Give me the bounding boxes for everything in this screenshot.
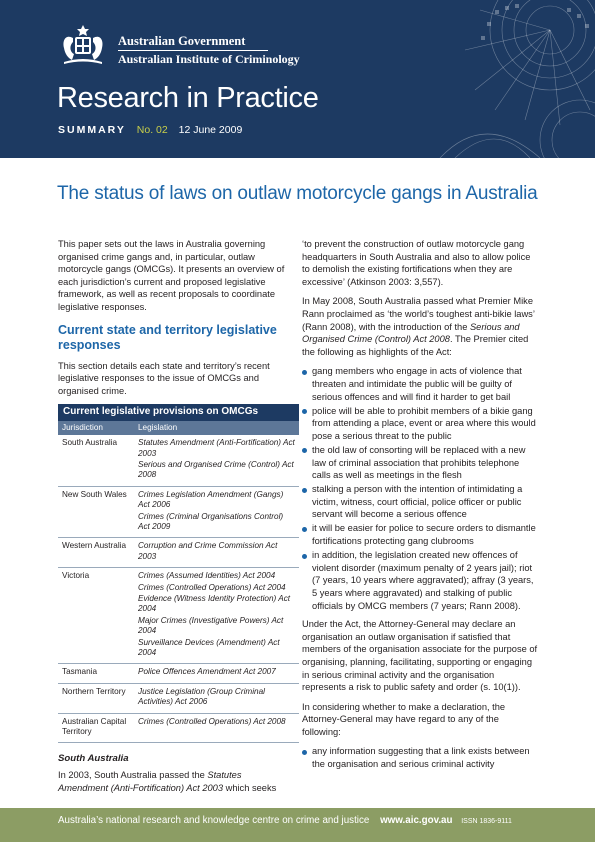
list-item: any information suggesting that a link exists between the organisation and serious criminal activity — [302, 745, 540, 770]
header-divider — [118, 50, 268, 51]
document-title: The status of laws on outlaw motorcycle gangs in Australia — [57, 183, 538, 204]
institute-name: Australian Institute of Criminology — [118, 52, 300, 66]
act-name: Crimes (Criminal Organisations Control) Act 2009 — [138, 511, 284, 531]
quote-paragraph: ‘to prevent the construction of outlaw motorcycle gang headquarters in South Australia and also to allow police to demolish the existing fortifications when they are excessive’ (Atkinson 2003: 3,557). — [302, 239, 531, 287]
column-header-jurisdiction: Jurisdiction — [58, 421, 134, 435]
summary-label: SUMMARY — [58, 124, 126, 136]
government-name: Australian Government — [118, 34, 246, 48]
jurisdiction-cell: South Australia — [58, 435, 134, 486]
act-name: Crimes (Controlled Operations) Act 2008 — [138, 716, 286, 726]
legislation-cell — [134, 486, 299, 538]
summary-line — [58, 124, 242, 136]
act-name: Surveillance Devices (Amendment) Act 2004 — [138, 637, 280, 658]
act-name: Serious and Organised Crime (Control) Act 2008 — [138, 459, 294, 480]
table-row — [58, 664, 299, 683]
issue-number: No. 02 — [136, 124, 168, 136]
legislation-cell — [134, 664, 299, 683]
issue-date: 12 June 2009 — [178, 124, 243, 136]
act-name: Police Offences Amendment Act 2007 — [138, 667, 276, 677]
list-item: gang members who engage in acts of violence that threaten and intimidate the public will be guilty of serious offences and will find it harder to get bail — [302, 365, 540, 403]
table-row — [58, 435, 299, 486]
list-item: stalking a person with the intention of intimidating a victim, witness, court official, police officer or public servant will become a serious offence — [302, 483, 540, 521]
intro-paragraph: This paper sets out the laws in Australia governing organised crime gangs and, in particular, outlaw motorcycle gangs (OMCGs). It presents an overview of each jurisdiction’s current and proposed legislative framework, as well as recent proposals to coordinate legislative responses. — [58, 239, 285, 312]
list-item: in addition, the legislation created new offences of violent disorder (maximum penalty of 2 years jail); riot (7 years, 10 years where aggravated); affray (3 years, 5 years where aggravated) and stalking of public officials by OMCG members (7 years; Rann 2008). — [302, 549, 540, 612]
act-name: Statutes Amendment (Anti-Fortification) Act 2003 — [138, 438, 295, 458]
section-heading: Current state and territory legislative responses — [58, 322, 277, 352]
right-column — [302, 238, 540, 777]
south-australia-paragraph: In 2003, South Australia passed the Statutes Amendment (Anti-Fortification) Act 2003 which seeks — [58, 770, 277, 793]
column-header-legislation: Legislation — [134, 421, 299, 435]
legislation-cell — [134, 683, 299, 713]
jurisdiction-cell: New South Wales — [58, 486, 134, 538]
series-title: Research in Practice — [57, 82, 319, 114]
table-row — [58, 538, 299, 568]
footer-issn: ISSN 1836-9111 — [461, 818, 512, 825]
footer-tagline: Australia’s national research and knowledge centre on crime and justice — [58, 815, 370, 826]
act-name: Crimes Legislation Amendment (Gangs) Act 2006 — [138, 489, 284, 510]
act-name: Justice Legislation (Group Criminal Activities) Act 2006 — [138, 686, 265, 707]
coat-of-arms-icon — [56, 24, 110, 66]
act-name: Crimes (Assumed Identities) Act 2004 — [138, 571, 276, 581]
act-name: Corruption and Crime Commission Act 2003 — [138, 541, 278, 561]
considerations-paragraph: In considering whether to make a declaration, the Attorney-General may have regard to any of the following: — [302, 701, 506, 737]
highlights-list — [302, 365, 540, 612]
legislation-cell — [134, 538, 299, 568]
legislation-cell — [134, 713, 299, 742]
act-name: Evidence (Witness Identity Protection) Act 2004 — [138, 594, 291, 614]
table-row — [58, 486, 299, 538]
header-banner — [0, 0, 595, 158]
table-row — [58, 683, 299, 713]
table-caption: Current legislative provisions on OMCGs — [58, 404, 299, 420]
list-item: the old law of consorting will be replaced with a new law of criminal association that prohibits telephone calls as well as meetings in the flesh — [302, 444, 540, 482]
legislation-cell — [134, 568, 299, 664]
footer-url[interactable]: www.aic.gov.au — [380, 815, 453, 826]
jurisdiction-cell: Tasmania — [58, 664, 134, 683]
rann-paragraph: In May 2008, South Australia passed what Premier Mike Rann proclaimed as ‘the world’s toughest anti-bikie laws’ (Rann 2008), with the introduction of the Serious and Organised Crime (Control) Act 2008. The Premier cited the following as highlights of the Act: — [302, 296, 535, 357]
list-item: it will be easier for police to secure orders to dismantle fortifications protecting gang clubrooms — [302, 522, 540, 547]
legislation-table — [58, 404, 299, 742]
act-name: Major Crimes (Investigative Powers) Act 2004 — [138, 615, 284, 636]
declaration-paragraph: Under the Act, the Attorney-General may declare an organisation an outlaw organisation if satisfied that members of the organisation associate for the purpose of organising, planning, facilitating, supporting or engaging in serious criminal activity and the organisation represents a risk to public safety and order (s. 10(1)). — [302, 619, 538, 693]
jurisdiction-cell: Australian Capital Territory — [58, 713, 134, 742]
legislation-cell — [134, 435, 299, 486]
jurisdiction-cell: Northern Territory — [58, 683, 134, 713]
table-row — [58, 713, 299, 742]
left-column — [58, 238, 293, 801]
section-intro: This section details each state and territory’s recent legislative responses to the issue of OMCGs and organised crime. — [58, 360, 270, 396]
footer-text — [58, 815, 512, 826]
list-item: police will be able to prohibit members of a bikie gang from attending a place, event or area where this would pose a serious threat to the public — [302, 405, 540, 443]
table-row — [58, 568, 299, 664]
architecture-graphic — [345, 0, 595, 158]
considerations-list — [302, 745, 540, 770]
act-name: Crimes (Controlled Operations) Act 2004 — [138, 582, 286, 592]
jurisdiction-cell: Western Australia — [58, 538, 134, 568]
subsection-heading-south-australia: South Australia — [58, 752, 129, 764]
jurisdiction-cell: Victoria — [58, 568, 134, 664]
